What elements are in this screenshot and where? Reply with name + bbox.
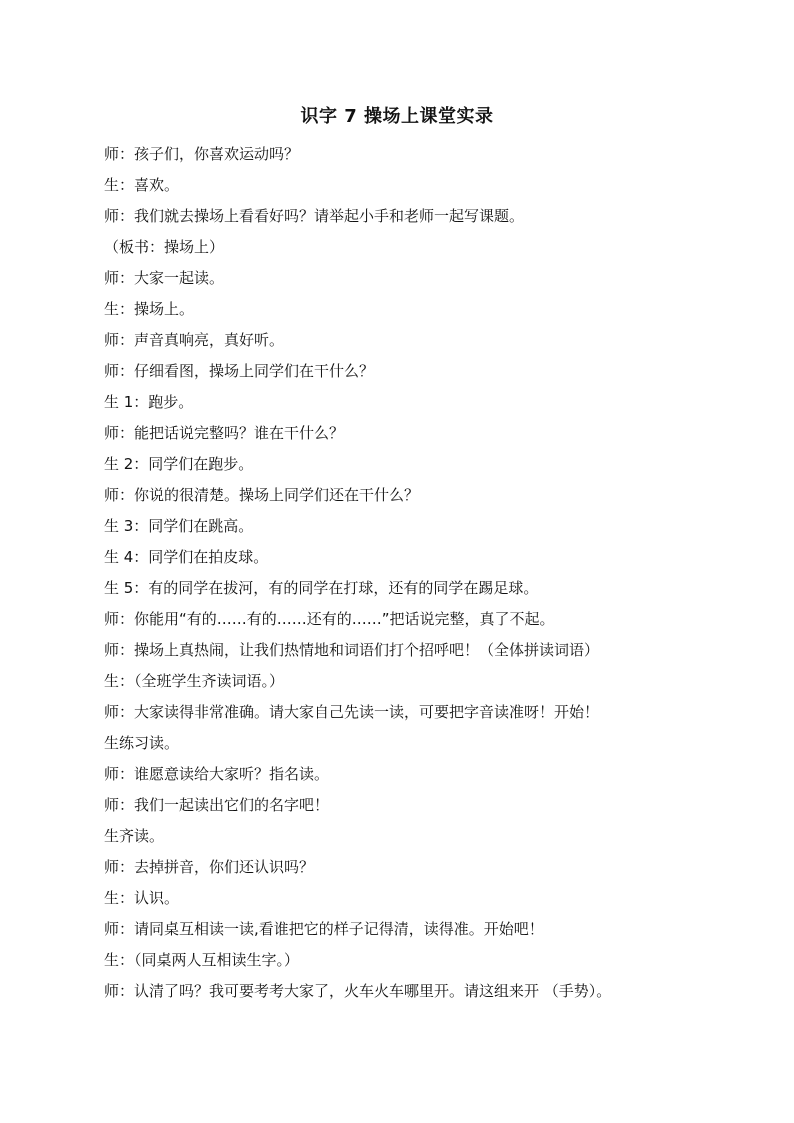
transcript-line: 生：认识。 [104,889,180,907]
transcript-line: 生 1：跑步。 [104,393,194,411]
transcript-line: 生齐读。 [104,827,165,845]
transcript-line: 生：（同桌两人互相读生字。） [104,951,300,969]
transcript-line: 师：能把话说完整吗？谁在干什么？ [104,424,345,442]
transcript-line: 师：仔细看图，操场上同学们在干什么？ [104,362,375,380]
transcript-line: 生：喜欢。 [104,176,180,194]
transcript-line: 师：声音真响亮，真好听。 [104,331,285,349]
transcript-line: 师：我们一起读出它们的名字吧！ [104,796,330,814]
transcript-line: 生 5：有的同学在拔河，有的同学在打球，还有的同学在踢足球。 [104,579,539,597]
transcript-line: 师：认清了吗？我可要考考大家了，火车火车哪里开。请这组来开 （手势）。 [104,982,612,1000]
transcript-line: 师：大家读得非常准确。请大家自己先读一读，可要把字音读准呀！开始！ [104,703,600,721]
transcript-line: 生：操场上。 [104,300,195,318]
transcript-line: 师：孩子们，你喜欢运动吗？ [104,145,300,163]
transcript-line: 师：我们就去操场上看看好吗？请举起小手和老师一起写课题。 [104,207,525,225]
transcript-line: 师：请同桌互相读一读,看谁把它的样子记得清，读得准。开始吧！ [104,920,544,938]
transcript-line: 师：你能用“有的……有的……还有的……”把话说完整，真了不起。 [104,610,555,628]
transcript-line: 师：谁愿意读给大家听？指名读。 [104,765,330,783]
transcript-line: （板书：操场上） [104,238,225,256]
transcript-line: 生 3：同学们在跳高。 [104,517,254,535]
transcript-line: 师：去掉拼音，你们还认识吗？ [104,858,315,876]
document-title: 识字 7 操场上课堂实录 [300,106,494,127]
transcript-line: 生 4：同学们在拍皮球。 [104,548,269,566]
transcript-line: 生练习读。 [104,734,180,752]
transcript-line: 师：操场上真热闹，让我们热情地和词语们打个招呼吧！（全体拼读词语） [104,641,600,659]
transcript-line: 师：大家一起读。 [104,269,225,287]
transcript-line: 生 2：同学们在跑步。 [104,455,254,473]
transcript-lines [104,142,704,1010]
transcript-line: 师：你说的很清楚。操场上同学们还在干什么？ [104,486,420,504]
transcript-line: 生：（全班学生齐读词语。） [104,672,285,690]
